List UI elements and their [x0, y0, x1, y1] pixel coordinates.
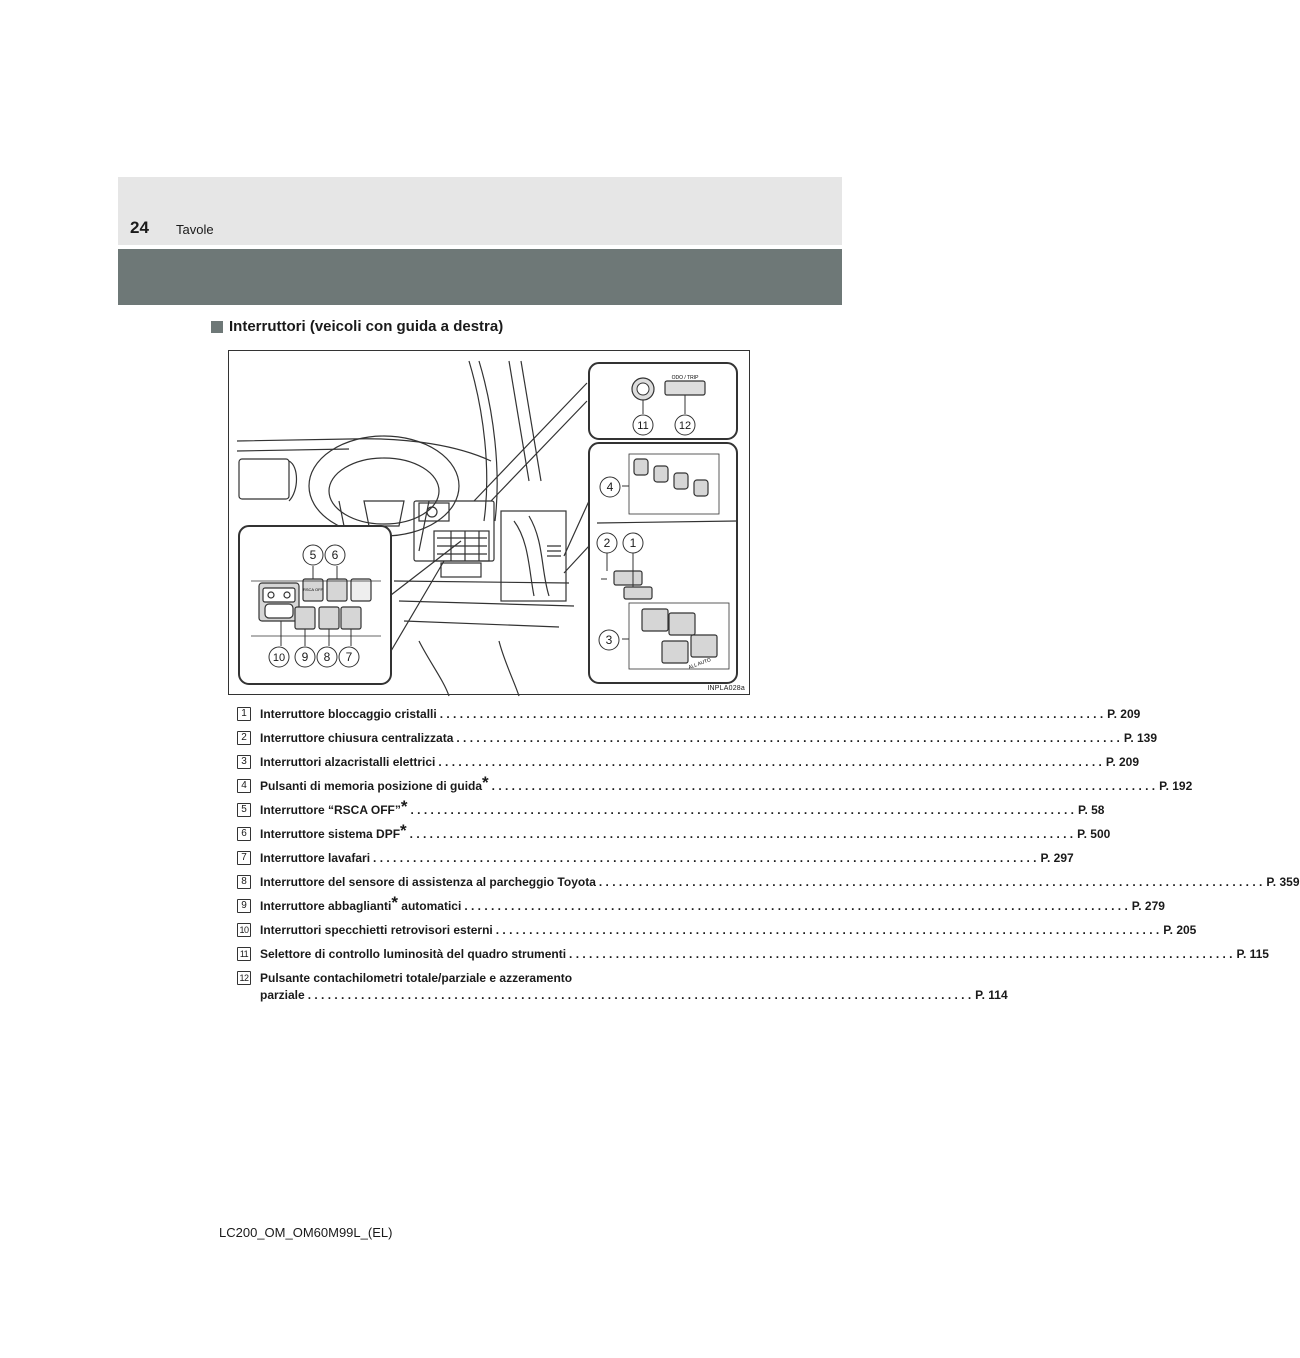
callout-2: [597, 533, 617, 553]
item-page-link[interactable]: P. 115: [1236, 947, 1269, 961]
svg-text:10: 10: [272, 652, 286, 664]
item-number: 4: [237, 779, 251, 793]
item-label-suffix: automatici: [397, 899, 462, 913]
svg-text:11: 11: [637, 420, 649, 432]
item-label-continued: parziale: [260, 988, 305, 1002]
item-page-link[interactable]: P. 297: [1040, 851, 1074, 865]
item-label: Selettore di controllo luminosità del quadro strumenti: [260, 947, 567, 961]
header-title: Tavole: [176, 222, 214, 237]
list-item: [237, 821, 1111, 844]
item-page-link[interactable]: P. 192: [1159, 779, 1193, 793]
svg-text:ODO / TRIP: ODO / TRIP: [671, 375, 699, 381]
footnote-star: *: [400, 821, 407, 840]
callout-6: [325, 545, 345, 565]
item-number: 2: [237, 731, 251, 745]
svg-text:8: 8: [323, 650, 331, 664]
dashboard-drawing: [229, 351, 751, 696]
list-item: [237, 850, 1074, 868]
svg-text:7: 7: [345, 650, 353, 664]
item-label: Pulsante contachilometri totale/parziale e azzeramento: [260, 971, 573, 985]
item-page-link[interactable]: P. 209: [1107, 707, 1141, 721]
item-label: Interruttore del sensore di assistenza al parcheggio Toyota: [260, 875, 596, 889]
item-number: 12: [237, 971, 251, 985]
svg-text:9: 9: [301, 650, 309, 664]
item-page-link[interactable]: P. 58: [1077, 803, 1105, 817]
svg-text:1: 1: [629, 536, 637, 550]
item-page-link[interactable]: P. 500: [1077, 827, 1111, 841]
item-label: Interruttori alzacristalli elettrici: [260, 755, 436, 769]
callout-12: [675, 415, 695, 435]
callout-4: [600, 477, 620, 497]
section-heading: [211, 318, 503, 336]
callout-7: [339, 647, 359, 667]
list-item: [237, 874, 1300, 892]
header-band: [118, 177, 842, 245]
callout-5: [303, 545, 323, 565]
item-number: 8: [237, 875, 251, 889]
callout-1: [623, 533, 643, 553]
list-item: [237, 970, 1008, 1004]
document-code: LC200_OM_OM60M99L_(EL): [219, 1225, 393, 1240]
footnote-star: *: [391, 893, 398, 912]
item-number: 7: [237, 851, 251, 865]
callout-10: [269, 647, 289, 667]
svg-text:12: 12: [678, 420, 692, 432]
item-label: Interruttore chiusura centralizzata: [260, 731, 454, 745]
header-bar: [118, 249, 842, 305]
item-number: 1: [237, 707, 251, 721]
svg-text:6: 6: [331, 548, 339, 562]
item-label: Interruttore bloccaggio cristalli: [260, 707, 437, 721]
list-item: [237, 946, 1269, 964]
item-label: Interruttore “RSCA OFF”: [260, 803, 401, 817]
legend-list: [237, 706, 1300, 1010]
callout-3: [599, 630, 619, 650]
list-item: [237, 922, 1197, 940]
list-item: [237, 706, 1141, 724]
item-label: Pulsanti di memoria posizione di guida: [260, 779, 483, 793]
inset-odo-trip: [589, 363, 737, 439]
svg-text:2: 2: [603, 536, 611, 550]
switches-illustration: [228, 350, 750, 695]
item-page-link[interactable]: P. 114: [975, 988, 1008, 1002]
svg-text:4: 4: [606, 480, 614, 494]
svg-text:3: 3: [605, 633, 613, 647]
item-page-link[interactable]: P. 279: [1131, 899, 1165, 913]
item-label: Interruttori specchietti retrovisori esterni: [260, 923, 493, 937]
list-item: [237, 797, 1105, 820]
item-number: 3: [237, 755, 251, 769]
item-number: 10: [237, 923, 251, 937]
item-number: 6: [237, 827, 251, 841]
svg-text:5: 5: [309, 548, 317, 562]
page-number: 24: [130, 218, 149, 237]
callout-8: [317, 647, 337, 667]
footnote-star: *: [400, 797, 408, 816]
item-page-link[interactable]: P. 209: [1105, 755, 1140, 769]
section-marker-icon: [211, 321, 223, 333]
item-page-link[interactable]: P. 139: [1123, 731, 1158, 745]
list-item: [237, 893, 1165, 916]
callout-9: [295, 647, 315, 667]
section-title: Interruttori (veicoli con guida a destra): [229, 318, 504, 335]
list-item: [237, 773, 1193, 796]
list-item: [237, 730, 1158, 748]
footnote-star: *: [482, 773, 489, 792]
callout-11: [633, 415, 653, 435]
item-label: Interruttore abbaglianti: [260, 899, 392, 913]
item-page-link[interactable]: P. 359: [1266, 875, 1300, 889]
figure-code: INPLA028a: [707, 685, 745, 692]
item-page-link[interactable]: P. 205: [1163, 923, 1197, 937]
list-item: [237, 754, 1140, 772]
svg-text:RSCA OFF: RSCA OFF: [302, 587, 324, 592]
item-number: 5: [237, 803, 251, 817]
item-number: 9: [237, 899, 251, 913]
svg-text:ALL AUTO: ALL AUTO: [687, 657, 712, 671]
item-label: Interruttore lavafari: [260, 851, 371, 865]
item-number: 11: [237, 947, 251, 961]
item-label: Interruttore sistema DPF: [260, 827, 401, 841]
